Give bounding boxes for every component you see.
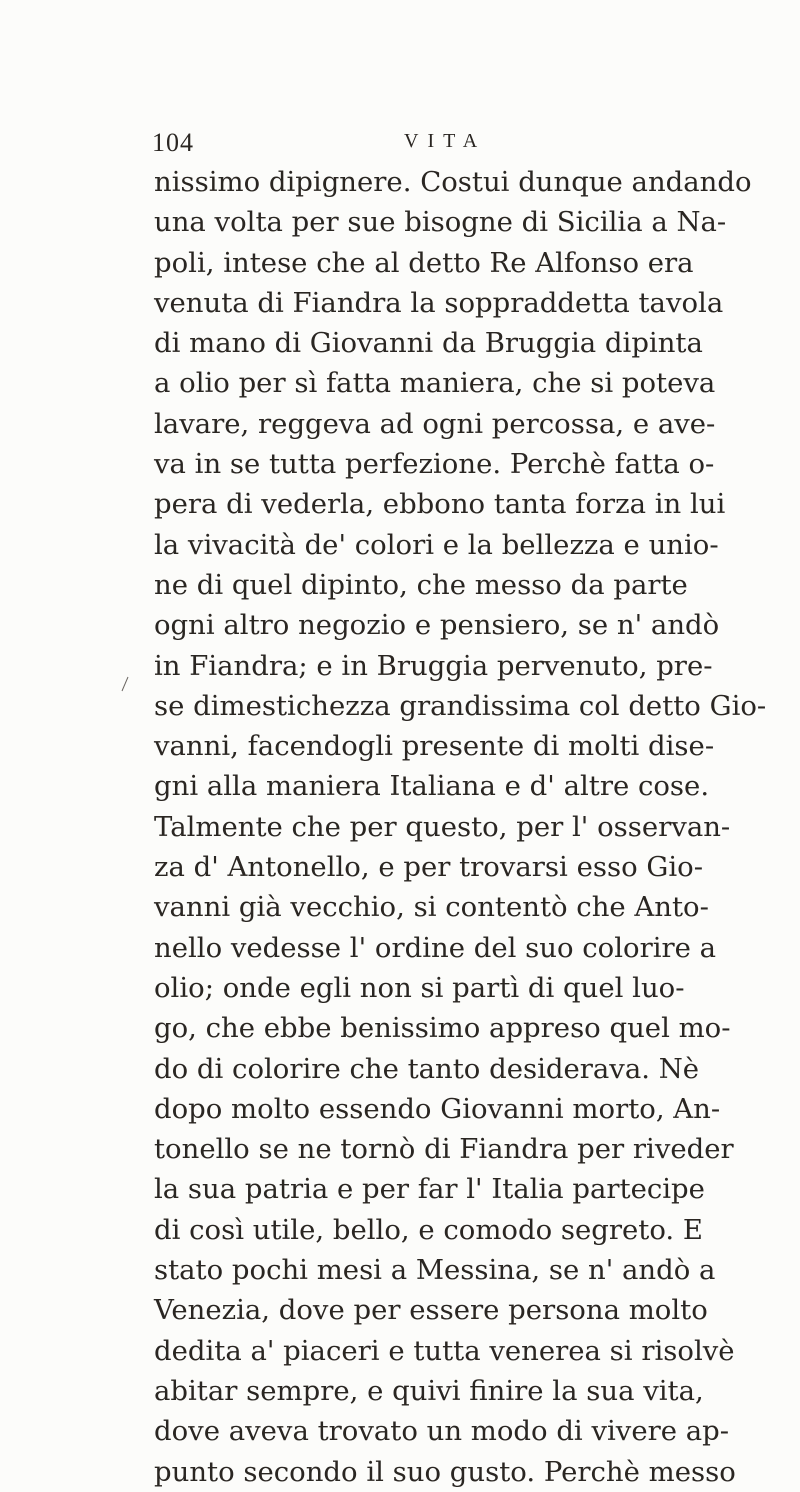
text-line: vanni già vecchio, si contentò che Anto- — [154, 891, 709, 924]
text-line: lavare, reggeva ad ogni percossa, e ave- — [154, 407, 716, 440]
text-line: stato pochi mesi a Messina, se n' andò a — [154, 1254, 716, 1287]
text-line: poli, intese che al detto Re Alfonso era — [154, 246, 694, 279]
text-line: una volta per sue bisogne di Sicilia a Na- — [154, 206, 727, 239]
text-line: di mano di Giovanni da Bruggia dipinta — [154, 327, 703, 360]
text-line: abitar sempre, e quivi finire la sua vita, — [154, 1374, 704, 1407]
text-line: Venezia, dove per essere persona molto — [154, 1294, 708, 1327]
text-line: dopo molto essendo Giovanni morto, An- — [154, 1092, 721, 1125]
text-line: la sua patria e per far l' Italia partecipe — [154, 1173, 705, 1206]
text-line: go, che ebbe benissimo appreso quel mo- — [154, 1012, 731, 1045]
text-line: pera di vederla, ebbono tanta forza in lui — [154, 488, 726, 521]
text-line: a olio per sì fatta maniera, che si poteva — [154, 367, 716, 400]
text-line: la vivacità de' colori e la bellezza e unio- — [154, 528, 719, 561]
text-line: do di colorire che tanto desiderava. Nè — [154, 1052, 700, 1085]
text-line: dedita a' piaceri e tutta venerea si risolvè — [154, 1334, 735, 1367]
text-line: va in se tutta perfezione. Perchè fatta o- — [154, 448, 715, 481]
text-line: in Fiandra; e in Bruggia pervenuto, pre- — [154, 649, 713, 682]
margin-mark-icon — [120, 676, 130, 692]
text-line: za d' Antonello, e per trovarsi esso Gio- — [154, 851, 703, 884]
body-text — [154, 162, 794, 1492]
text-line: nissimo dipignere. Costui dunque andando — [154, 166, 752, 198]
text-line: di così utile, bello, e comodo segreto. E — [154, 1213, 703, 1246]
text-line: venuta di Fiandra la soppraddetta tavola — [154, 286, 724, 319]
text-line: gni alla maniera Italiana e d' altre cose. — [154, 770, 710, 803]
text-line: ogni altro negozio e pensiero, se n' andò — [154, 609, 720, 642]
page-number: 104 — [152, 128, 194, 157]
text-line: olio; onde egli non si partì di quel luo- — [154, 971, 685, 1004]
text-line: vanni, facendogli presente di molti dise- — [154, 730, 715, 763]
text-line: dove aveva trovato un modo di vivere ap- — [154, 1415, 730, 1448]
text-line: se dimestichezza grandissima col detto Gio- — [154, 689, 767, 722]
text-line: tonello se ne tornò di Fiandra per riveder — [154, 1133, 734, 1166]
text-line: nello vedesse l' ordine del suo colorire a — [154, 931, 717, 964]
text-line: Talmente che per questo, per l' osservan- — [154, 810, 731, 843]
text-line: punto secondo il suo gusto. Perchè messo — [154, 1455, 736, 1488]
running-title: VITA — [404, 130, 487, 152]
page-header — [152, 128, 652, 164]
text-line: ne di quel dipinto, che messo da parte — [154, 568, 688, 601]
